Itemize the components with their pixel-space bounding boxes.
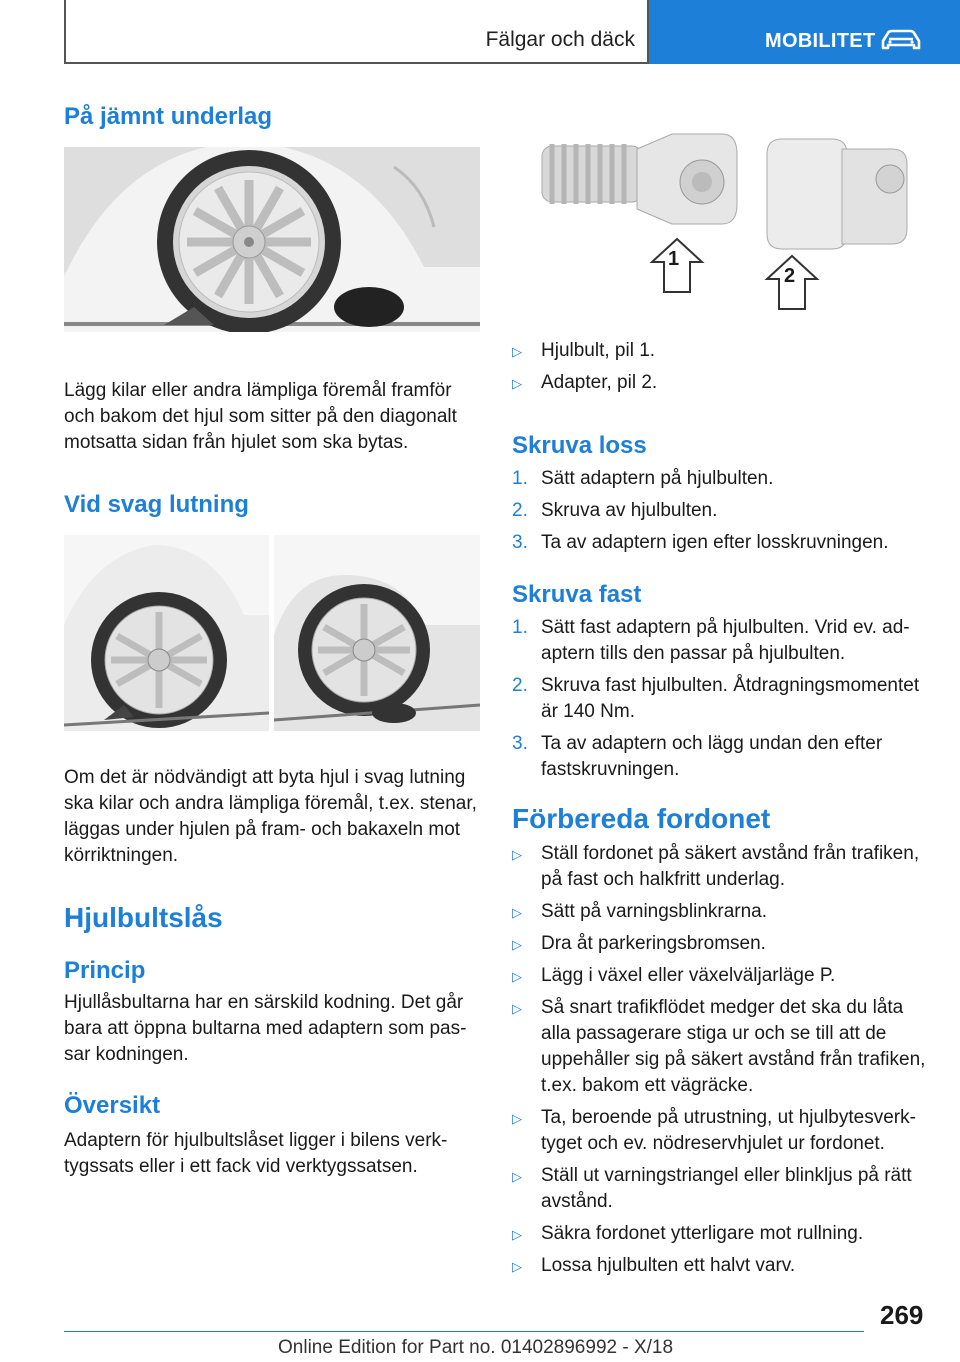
arrow-2-label: 2 xyxy=(784,265,796,287)
triangle-bullet-icon: ▷ xyxy=(512,905,522,920)
triangle-bullet-icon: ▷ xyxy=(512,376,522,391)
list-item: ▷ Adapter, pil 2. xyxy=(512,370,928,396)
list-item: ▷ Lossa hjulbulten ett halvt varv. xyxy=(512,1253,932,1279)
list-item: ▷ Lägg i växel eller växelväljarläge P. xyxy=(512,963,932,989)
chapter-title: MOBILITET xyxy=(765,30,876,52)
triangle-bullet-icon: ▷ xyxy=(512,969,522,984)
list-item: ▷ Ställ ut varningstriangel eller blinkljus på rätt avstånd. xyxy=(512,1165,912,1212)
heading-level-ground: På jämnt underlag xyxy=(64,103,273,130)
chapter-tab xyxy=(649,0,960,64)
page-number: 269 xyxy=(880,1300,924,1330)
slope-image xyxy=(64,535,480,731)
principle-text: Hjullåsbultarna har en särskild kodning. Det går bara att öppna bultarna med adaptern som passar kodningen. xyxy=(64,992,467,1065)
heading-principle: Princip xyxy=(64,957,146,984)
tighten-steps xyxy=(512,615,932,783)
list-item: ▷ Ställ fordonet på säkert avstånd från trafiken, på fast och halkfritt underlag. xyxy=(512,843,920,890)
list-item: 3. Ta av adaptern och lägg undan den efter fastskruvningen. xyxy=(512,733,883,780)
triangle-bullet-icon: ▷ xyxy=(512,344,522,359)
prepare-vehicle-list xyxy=(512,841,932,1279)
list-item: 1. Sätt adaptern på hjulbulten. xyxy=(512,468,774,489)
list-item: ▷ Ta, beroende på utrustning, ut hjulbytesverktyget och ev. nödreservhjulet ur fordonet. xyxy=(512,1107,916,1154)
heading-wheel-lock: Hjulbultslås xyxy=(64,902,223,933)
triangle-bullet-icon: ▷ xyxy=(512,937,522,952)
footer-divider xyxy=(64,1331,864,1332)
list-item: 1. Sätt fast adaptern på hjulbulten. Vrid ev. adaptern tills den passar på hjulbulten. xyxy=(512,617,910,664)
figure-legend xyxy=(512,338,928,396)
list-item: 3. Ta av adaptern igen efter losskruvningen. xyxy=(512,532,889,553)
list-item: ▷ Säkra fordonet ytterligare mot rullning. xyxy=(512,1221,932,1247)
heading-loosen: Skruva loss xyxy=(512,432,647,459)
heading-prepare-vehicle: Förbereda fordonet xyxy=(512,803,771,834)
overview-text: Adaptern för hjulbultslåset ligger i bilens verktygssats eller i ett fack vid verktygssatsen. xyxy=(64,1130,448,1177)
list-item: 2. Skruva fast hjulbulten. Åtdragningsmomentet är 140 Nm. xyxy=(512,675,920,722)
loosen-steps xyxy=(512,466,928,556)
triangle-bullet-icon: ▷ xyxy=(512,1001,522,1016)
list-item: ▷ Hjulbult, pil 1. xyxy=(512,338,928,364)
level-ground-text: Lägg kilar eller andra lämpliga föremål framför och bakom det hjul som sitter på den diagonalt motsatta sidan från hjulet som ska bytas. xyxy=(64,380,457,453)
slope-text: Om det är nödvändigt att byta hjul i svag lutning ska kilar och andra lämpliga föremål, t.ex. stenar, läggas under hjulen på fram- och bakaxeln mot körriktningen. xyxy=(64,767,477,866)
triangle-bullet-icon: ▷ xyxy=(512,1259,522,1274)
level-ground-image xyxy=(64,147,480,332)
triangle-bullet-icon: ▷ xyxy=(512,1227,522,1242)
triangle-bullet-icon: ▷ xyxy=(512,847,522,862)
wheel-lock-figure xyxy=(512,124,928,331)
section-title: Fälgar och däck xyxy=(485,28,635,51)
heading-tighten: Skruva fast xyxy=(512,581,642,608)
arrow-1-label: 1 xyxy=(668,248,680,270)
car-icon xyxy=(879,29,923,51)
list-item: 2. Skruva av hjulbulten. xyxy=(512,500,718,521)
heading-overview: Översikt xyxy=(64,1092,161,1119)
triangle-bullet-icon: ▷ xyxy=(512,1111,522,1126)
section-tab xyxy=(64,0,649,64)
page-header xyxy=(64,0,960,64)
list-item: ▷ Dra åt parkeringsbromsen. xyxy=(512,931,932,957)
list-item: ▷ Så snart trafikflödet medger det ska du låta alla passagerare stiga ur och se till att de uppehåller sig på säkert avstånd från trafiken, t.ex. bakom ett vägräcke. xyxy=(512,997,926,1096)
triangle-bullet-icon: ▷ xyxy=(512,1169,522,1184)
list-item: ▷ Sätt på varningsblinkrarna. xyxy=(512,899,932,925)
heading-slope: Vid svag lutning xyxy=(64,491,249,518)
footer-edition: Online Edition for Part no. 01402896992 - X/18 xyxy=(278,1337,674,1358)
